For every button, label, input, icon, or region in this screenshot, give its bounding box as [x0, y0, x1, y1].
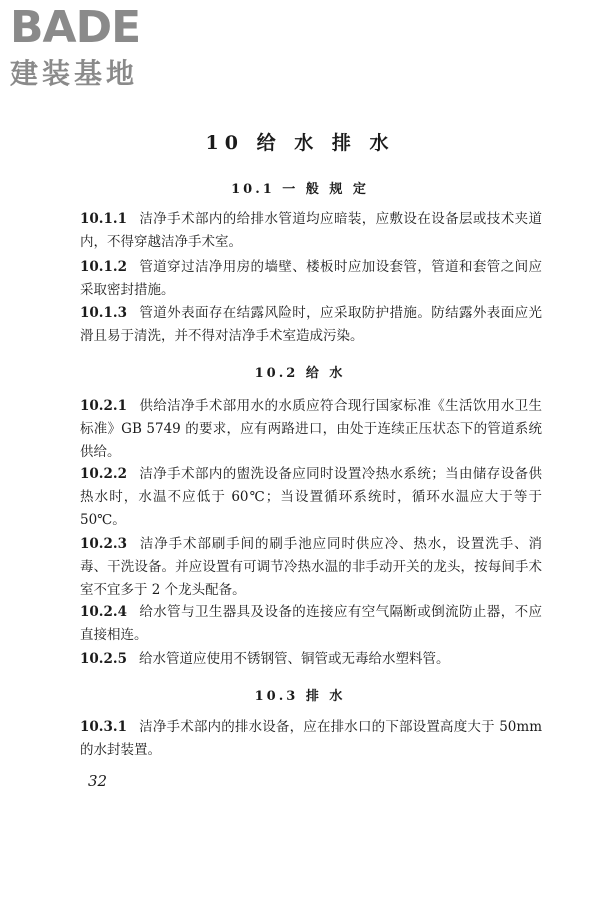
- clause-10-1-3: [80, 302, 542, 348]
- logo-brand-text: BADE: [10, 2, 141, 53]
- clause-number: 10.2.5: [80, 651, 127, 667]
- section-title-10-1: 10.1 一 般 规 定: [231, 182, 369, 197]
- clause-text: 给水管与卫生器具及设备的连接应有空气隔断或倒流防止器，不应直接相连。: [80, 604, 542, 643]
- clause-number: 10.3.1: [80, 719, 127, 735]
- clause-text: 洁净手术部内的排水设备，应在排水口的下部设置高度大于 50mm 的水封装置。: [80, 719, 542, 758]
- clause-text: 给水管道应使用不锈钢管、铜管或无毒给水塑料管。: [138, 651, 450, 667]
- clause-text: 洁净手术部刷手间的刷手池应同时供应冷、热水，设置洗手、消毒、干洗设备。并应设置有可调节冷热水温的非手动开关的龙头，按每间手术室不宜多于 2 个龙头配备。: [80, 536, 542, 598]
- brand-logo: [10, 4, 180, 100]
- clause-10-2-1: [80, 395, 542, 464]
- clause-10-1-2: [80, 256, 542, 302]
- clause-10-2-3: [80, 533, 542, 602]
- clause-number: 10.2.2: [80, 466, 127, 482]
- clause-text: 管道穿过洁净用房的墙壁、楼板时应加设套管，管道和套管之间应采取密封措施。: [80, 259, 542, 298]
- logo-subtitle: 建装基地: [10, 57, 139, 90]
- clause-10-3-1: [80, 716, 542, 762]
- chapter-title: 10 给 水 排 水: [205, 132, 395, 154]
- clause-10-1-1: [80, 208, 542, 254]
- clause-text: 洁净手术部内的盥洗设备应同时设置冷热水系统；当由储存设备供热水时，水温不应低于 60℃；当设置循环系统时，循环水温应大于等于 50℃。: [80, 466, 542, 528]
- clause-text: 洁净手术部内的给排水管道均应暗装，应敷设在设备层或技术夹道内，不得穿越洁净手术室。: [80, 211, 542, 250]
- section-title-10-2: 10.2 给 水: [254, 366, 346, 381]
- clause-10-2-4: [80, 601, 542, 647]
- clause-number: 10.2.1: [80, 398, 127, 414]
- clause-text: 管道外表面存在结露风险时，应采取防护措施。防结露外表面应光滑且易于清洗，并不得对洁净手术室造成污染。: [80, 305, 542, 344]
- page-number: 32: [88, 772, 108, 790]
- clause-number: 10.2.4: [80, 604, 127, 620]
- clause-number: 10.1.1: [80, 211, 127, 227]
- section-title-10-3: 10.3 排 水: [254, 689, 346, 704]
- clause-10-2-2: [80, 463, 542, 532]
- clause-10-2-5: [80, 648, 542, 671]
- clause-number: 10.1.3: [80, 305, 127, 321]
- clause-text: 供给洁净手术部用水的水质应符合现行国家标准《生活饮用水卫生标准》GB 5749 的要求，应有两路进口，由处于连续正压状态下的管道系统供给。: [80, 398, 542, 460]
- clause-number: 10.2.3: [80, 536, 127, 552]
- clause-number: 10.1.2: [80, 259, 127, 275]
